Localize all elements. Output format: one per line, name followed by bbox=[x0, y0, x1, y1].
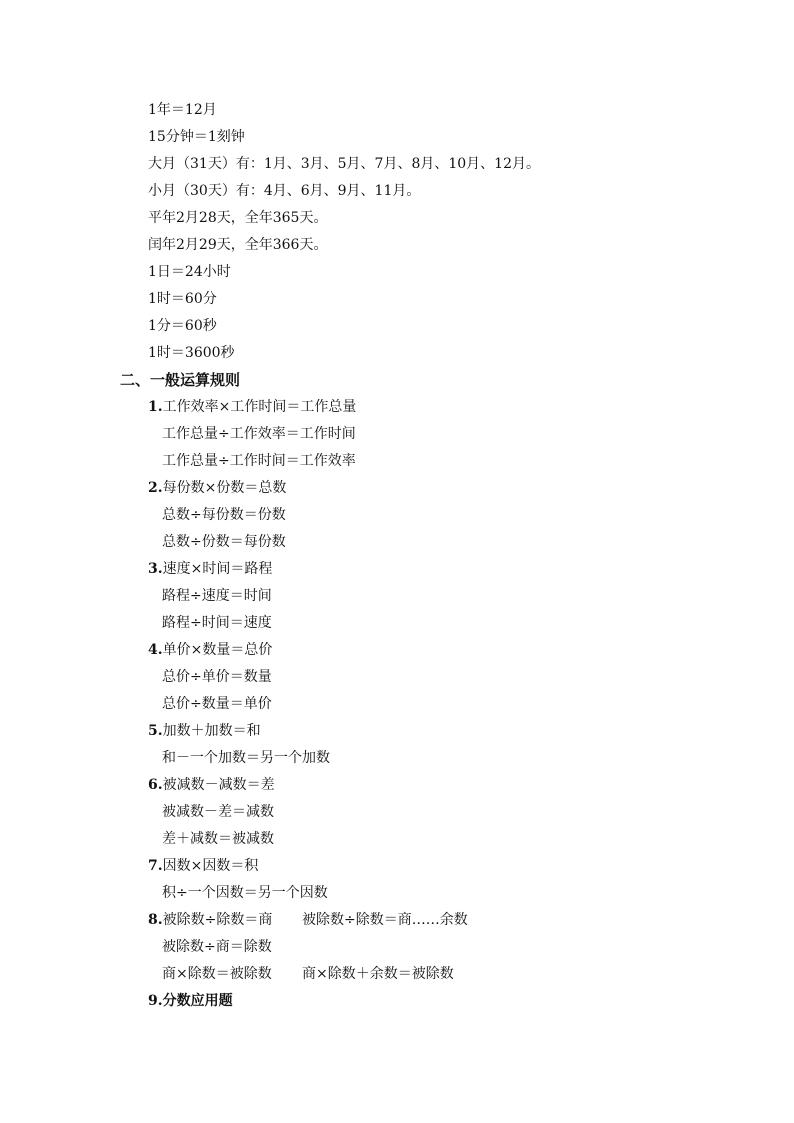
rule-text: 每份数×份数＝总数 bbox=[162, 480, 287, 496]
rule-derived: 商×除数＋余数＝被除数 bbox=[302, 966, 454, 982]
rule-number: 2. bbox=[148, 480, 163, 496]
unit-line: 1日＝24小时 bbox=[148, 264, 231, 280]
rule-derived: 总价÷单价＝数量 bbox=[162, 669, 272, 685]
rule-text: 加数＋加数＝和 bbox=[162, 723, 261, 739]
unit-line: 1年＝12月 bbox=[148, 102, 217, 118]
rule-text: 分数应用题 bbox=[162, 993, 233, 1009]
rule-text: 工作效率×工作时间＝工作总量 bbox=[162, 399, 357, 415]
rule-derived: 商×除数＝被除数 bbox=[162, 966, 272, 982]
rule-formula bbox=[148, 479, 286, 497]
rule-formula bbox=[148, 857, 258, 875]
unit-line: 大月（31天）有：1月、3月、5月、7月、8月、10月、12月。 bbox=[148, 156, 540, 172]
rule-derived: 和－一个加数＝另一个加数 bbox=[162, 750, 330, 766]
section-heading: 二、一般运算规则 bbox=[120, 371, 241, 389]
rule-formula bbox=[148, 398, 356, 416]
rule-derived: 路程÷速度＝时间 bbox=[162, 588, 272, 604]
unit-line: 平年2月28天，全年365天。 bbox=[148, 210, 328, 226]
unit-line: 1时＝3600秒 bbox=[148, 345, 235, 361]
rule-formula bbox=[148, 560, 272, 578]
rule-number: 5. bbox=[148, 723, 163, 739]
rule-number: 6. bbox=[148, 777, 163, 793]
rule-text: 被除数÷除数＝商 bbox=[162, 912, 273, 928]
rule-derived: 总价÷数量＝单价 bbox=[162, 696, 272, 712]
rule-number: 3. bbox=[148, 561, 163, 577]
rule-number: 9. bbox=[148, 993, 163, 1009]
rule-derived: 工作总量÷工作效率＝工作时间 bbox=[162, 426, 356, 442]
rule-derived: 工作总量÷工作时间＝工作效率 bbox=[162, 453, 356, 469]
unit-line: 1时＝60分 bbox=[148, 291, 217, 307]
rule-number: 1. bbox=[148, 399, 163, 415]
rule-number: 7. bbox=[148, 858, 163, 874]
rule-derived: 被减数－差＝减数 bbox=[162, 804, 274, 820]
rule-text: 因数×因数＝积 bbox=[162, 858, 259, 874]
rule-number: 4. bbox=[148, 642, 163, 658]
rule-derived: 被除数÷商＝除数 bbox=[162, 939, 272, 955]
rule-formula-extra: 被除数÷除数＝商……余数 bbox=[302, 912, 468, 928]
rule-formula bbox=[148, 992, 233, 1010]
unit-line: 15分钟＝1刻钟 bbox=[148, 129, 245, 145]
unit-line: 小月（30天）有：4月、6月、9月、11月。 bbox=[148, 183, 421, 199]
rule-number: 8. bbox=[148, 912, 163, 928]
rule-derived: 差＋减数＝被减数 bbox=[162, 831, 274, 847]
rule-derived: 总数÷份数＝每份数 bbox=[162, 534, 286, 550]
rule-derived: 路程÷时间＝速度 bbox=[162, 615, 272, 631]
rule-text: 速度×时间＝路程 bbox=[162, 561, 273, 577]
rule-formula bbox=[148, 641, 272, 659]
rule-derived: 总数÷每份数＝份数 bbox=[162, 507, 286, 523]
rule-derived: 积÷一个因数＝另一个因数 bbox=[162, 885, 328, 901]
rule-text: 单价×数量＝总价 bbox=[162, 642, 273, 658]
rule-formula bbox=[148, 722, 261, 740]
unit-line: 1分＝60秒 bbox=[148, 318, 217, 334]
rule-text: 被减数－减数＝差 bbox=[162, 777, 275, 793]
rule-formula bbox=[148, 776, 275, 794]
unit-line: 闰年2月29天，全年366天。 bbox=[148, 237, 328, 253]
rule-formula bbox=[148, 911, 272, 929]
